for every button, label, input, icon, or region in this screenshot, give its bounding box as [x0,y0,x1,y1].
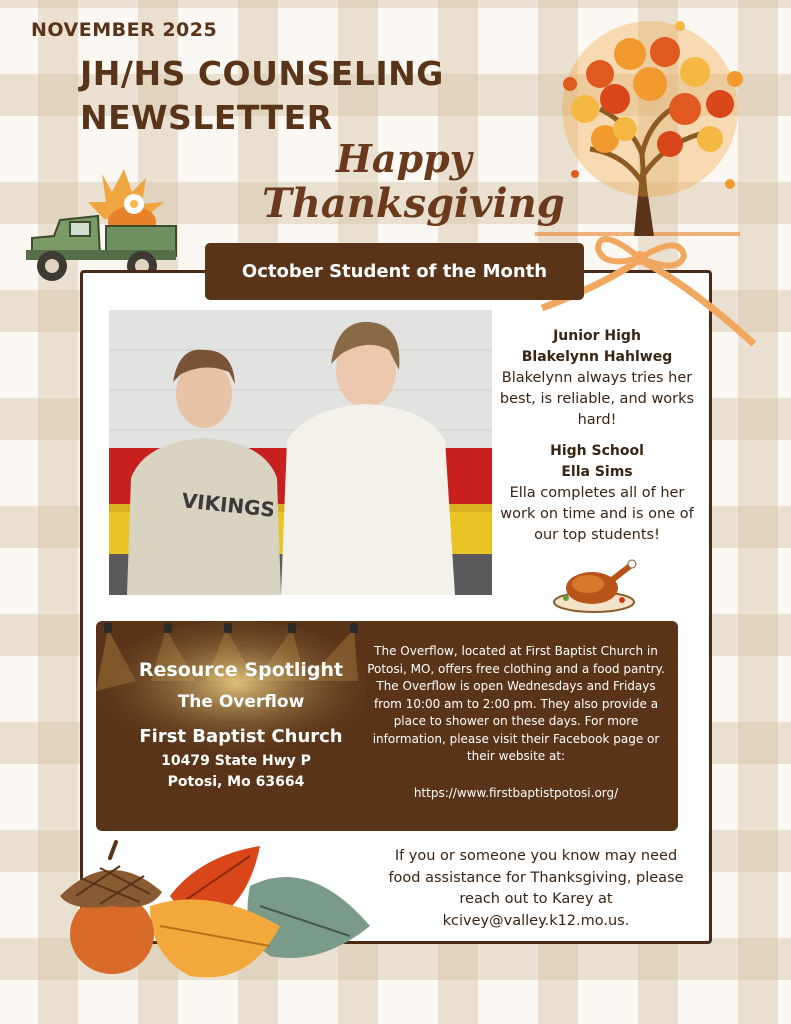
resource-name: The Overflow [177,692,305,712]
resource-address-line2: Potosi, Mo 63664 [167,774,305,790]
newsletter-title-line2: NEWSLETTER [80,98,333,137]
students-photo [109,310,492,595]
high-school-description: Ella completes all of her work on time and is one of our top students! [500,485,694,543]
student-descriptions [497,326,697,546]
resource-address-line1: 10479 State Hwy P [161,753,311,769]
junior-high-description: Blakelynn always tries her best, is reliable, and works hard! [499,370,695,428]
junior-high-name: Blakelynn Hahlweg [521,349,673,365]
sweatshirt-text: VIKINGS [180,488,277,522]
roast-turkey-icon [552,558,638,616]
acorn-leaves-illustration [50,836,380,986]
greeting-thanksgiving: Thanksgiving [262,180,565,227]
high-school-label: High School [550,443,644,459]
resource-heading: Resource Spotlight [138,659,344,681]
resource-website-link[interactable]: https://www.firstbaptistpotosi.org/ [413,786,619,800]
high-school-name: Ella Sims [561,464,633,480]
food-assistance-note: If you or someone you know may need food assistance for Thanksgiving, please reach out to Karey at kcivey@valley.k12.mo.us. [388,848,684,929]
newsletter-title-line1: JH/HS COUNSELING [80,54,444,93]
greeting-happy: Happy [336,136,472,181]
student-of-month-banner: October Student of the Month [205,243,584,300]
newsletter-date: NOVEMBER 2025 [31,19,218,41]
resource-description: The Overflow, located at First Baptist Church in Potosi, MO, offers free clothing and a food pantry. The Overflow is open Wednesdays and Fridays from 10:00 am to 2:00 pm. They also provide a place to shower on these days. For more information, please visit their Facebook page or their website at: [367,644,665,763]
junior-high-label: Junior High [553,328,641,344]
resource-spotlight-panel [96,621,678,831]
autumn-tree-illustration [530,14,770,246]
resource-church: First Baptist Church [139,726,343,747]
